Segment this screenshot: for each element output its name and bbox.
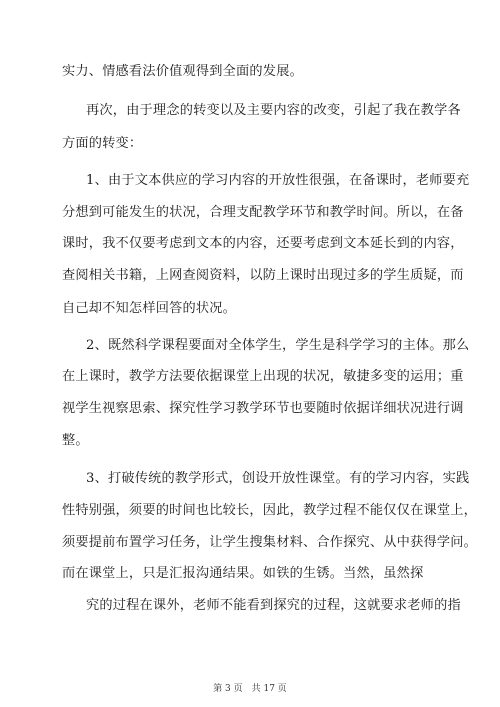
page-footer: 第 3 页 共 17 页 xyxy=(213,684,287,694)
text-line: 整。 xyxy=(62,433,89,448)
text-line: 视学生视察思索、探究性学习教学环节也要随时依据详细状况进行调 xyxy=(62,401,464,416)
text-line: 查阅相关书籍，上网查阅资料，以防上课时出现过多的学生质疑，而 xyxy=(62,268,464,283)
text-line: 1、由于文本供应的学习内容的开放性很强，在备课时，老师要充 xyxy=(86,173,470,188)
text-line: 实力、情感看法价值观得到全面的发展。 xyxy=(62,64,303,79)
text-line: 究的过程在课外，老师不能看到探究的过程，这就要求老师的指 xyxy=(86,598,461,613)
text-line: 分想到可能发生的状况，合理支配教学环节和教学时间。所以，在备 xyxy=(62,205,464,220)
text-line: 再次，由于理念的转变以及主要内容的改变，引起了我在教学各 xyxy=(86,103,461,118)
text-line: 在上课时，教学方法要依据课堂上出现的状况，敏捷多变的运用；重 xyxy=(62,369,464,384)
text-line: 2、既然科学课程要面对全体学生，学生是科学学习的主体。那么 xyxy=(86,338,470,353)
text-line: 方面的转变： xyxy=(62,136,143,151)
text-line: 自己却不知怎样回答的状况。 xyxy=(62,301,237,316)
text-line: 性特别强，须要的时间也比较长，因此，教学过程不能仅仅在课堂上， xyxy=(62,503,478,518)
text-line: 须要提前布置学习任务，让学生搜集材料、合作探究、从中获得学问。 xyxy=(62,535,478,550)
text-line: 3、打破传统的教学形式，创设开放性课堂。有的学习内容，实践 xyxy=(86,471,470,486)
text-line: 而在课堂上，只是汇报沟通结果。如铁的生锈。当然，虽然探 xyxy=(62,566,424,581)
text-line: 课时，我不仅要考虑到文本的内容，还要考虑到文本延长到的内容， xyxy=(62,236,464,251)
